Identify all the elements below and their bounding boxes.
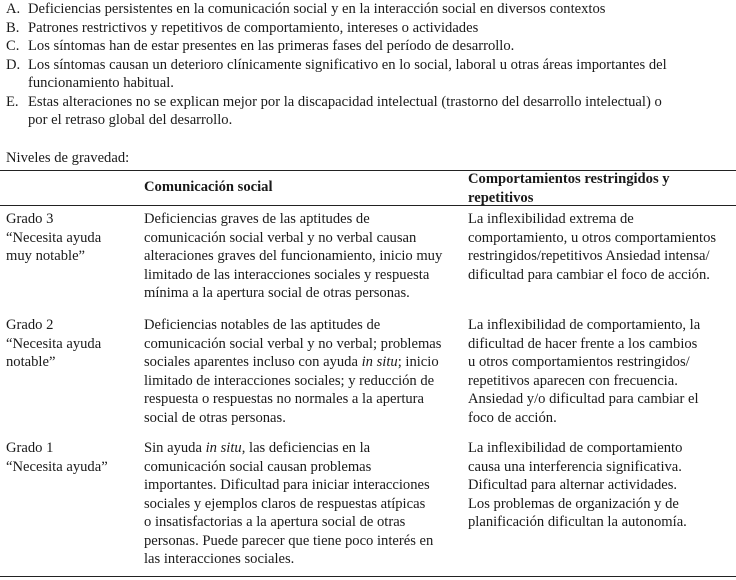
cell-line: o insatisfactorias a la apertura social de otras [144,514,406,530]
grade-description: “Necesita ayuda” [6,458,108,475]
cell-line: La inflexibilidad extrema de [468,211,634,227]
header-restricted-behaviors [468,170,730,207]
criterion-text: Deficiencias persistentes en la comunicación social y en la interacción social en diversos contextos [28,1,606,17]
restricted-behaviors-cell [468,210,730,284]
cell-line: dificultad para cambiar el foco de acción. [468,266,710,283]
cell-line: personas. Puede parecer que tiene poco interés en [144,532,434,549]
criterion-e [6,93,730,130]
grade-description: “Necesita ayuda [6,335,102,352]
cell-line: mínima a la apertura social de otras personas. [144,285,410,301]
cell-line: social de otras personas. [144,409,286,426]
cell-line: comunicación social verbal y no verbal causan [144,229,417,246]
grade-description: notable” [6,354,56,370]
cell-text-italic: in situ [361,354,398,370]
cell-line [144,353,456,372]
header-line: repetitivos [468,189,534,206]
grade-cell [6,439,136,476]
cell-line: Los problemas de organización y de [468,495,679,512]
criterion-b [6,19,730,38]
cell-line: restringidos/repetitivos Ansiedad intensa/ [468,248,710,264]
severity-levels-title: Niveles de gravedad: [6,150,130,166]
social-communication-cell [144,439,456,569]
cell-line: respuesta o respuestas no normales a la apertura [144,391,425,407]
cell-line: foco de acción. [468,409,557,426]
criterion-letter: B. [6,19,20,36]
header-social-communication: Comunicación social [144,179,273,195]
criterion-text [28,93,730,130]
cell-line: Deficiencias graves de las aptitudes de [144,211,370,227]
grade-label: Grado 2 [6,317,54,333]
cell-line: causa una interferencia significativa. [468,458,682,475]
grade-cell [6,210,136,266]
cell-line: comunicación social causan problemas [144,458,372,475]
cell-line: Dificultad para alternar actividades. [468,477,678,493]
cell-line: alteraciones graves del funcionamiento, inicio muy [144,248,443,264]
table-header-rule [0,205,736,206]
cell-line: repetitivos aparecen con frecuencia. [468,372,678,389]
cell-line: dificultad de hacer frente a los cambios [468,335,698,352]
grade-label: Grado 1 [6,440,54,456]
grade-description: “Necesita ayuda [6,229,102,246]
cell-text: , las deficiencias en la [241,440,371,456]
criterion-letter: C. [6,38,20,54]
grade-description: muy notable” [6,248,86,264]
cell-line: La inflexibilidad de comportamiento, la [468,317,701,333]
grade-cell [6,316,136,372]
cell-text: sociales aparentes incluso con ayuda [144,354,362,370]
cell-line: importantes. Dificultad para iniciar interacciones [144,477,430,493]
cell-line: sociales y ejemplos claros de respuestas atípicas [144,495,426,512]
header-line: Comportamientos restringidos y [468,171,670,187]
cell-text-italic: in situ [205,440,242,456]
social-communication-cell [144,316,456,427]
criterion-c [6,37,730,56]
criterion-a [6,0,730,19]
criterion-d [6,56,730,93]
cell-line: u otros comportamientos restringidos/ [468,354,690,370]
restricted-behaviors-cell [468,316,730,427]
cell-line: limitado de interacciones sociales; y reducción de [144,372,435,389]
cell-line: comunicación social verbal y no verbal; problemas [144,335,442,352]
cell-line: Deficiencias notables de las aptitudes de [144,317,381,333]
cell-line: La inflexibilidad de comportamiento [468,440,683,456]
cell-line: las interacciones sociales. [144,551,295,567]
criterion-line: por el retraso global del desarrollo. [28,112,233,128]
criterion-letter: A. [6,1,21,17]
criterion-line: Estas alteraciones no se explican mejor por la discapacidad intelectual (trastorno del desarrollo intelectual) o [28,93,662,110]
cell-text: Sin ayuda [144,440,206,456]
grade-label: Grado 3 [6,211,54,227]
criterion-text: Los síntomas han de estar presentes en las primeras fases del período de desarrollo. [28,38,515,54]
cell-line: planificación dificultan la autonomía. [468,514,687,530]
cell-text: ; inicio [397,354,439,370]
criteria-list [6,0,730,130]
social-communication-cell [144,210,456,303]
criterion-text [28,56,730,93]
restricted-behaviors-cell [468,439,730,532]
criterion-text: Patrones restrictivos y repetitivos de comportamiento, intereses o actividades [28,19,479,36]
cell-line: Ansiedad y/o dificultad para cambiar el [468,391,699,407]
criterion-line: Los síntomas causan un deterioro clínicamente significativo en lo social, laboral u otras áreas importantes del [28,56,667,73]
cell-line: limitado de las interacciones sociales y respuesta [144,266,430,283]
table-bottom-rule [0,576,736,577]
criterion-line: funcionamiento habitual. [28,75,174,91]
cell-line: comportamiento, u otros comportamientos [468,229,717,246]
criterion-letter: D. [6,56,21,73]
criterion-letter: E. [6,93,19,110]
cell-line [144,439,456,458]
